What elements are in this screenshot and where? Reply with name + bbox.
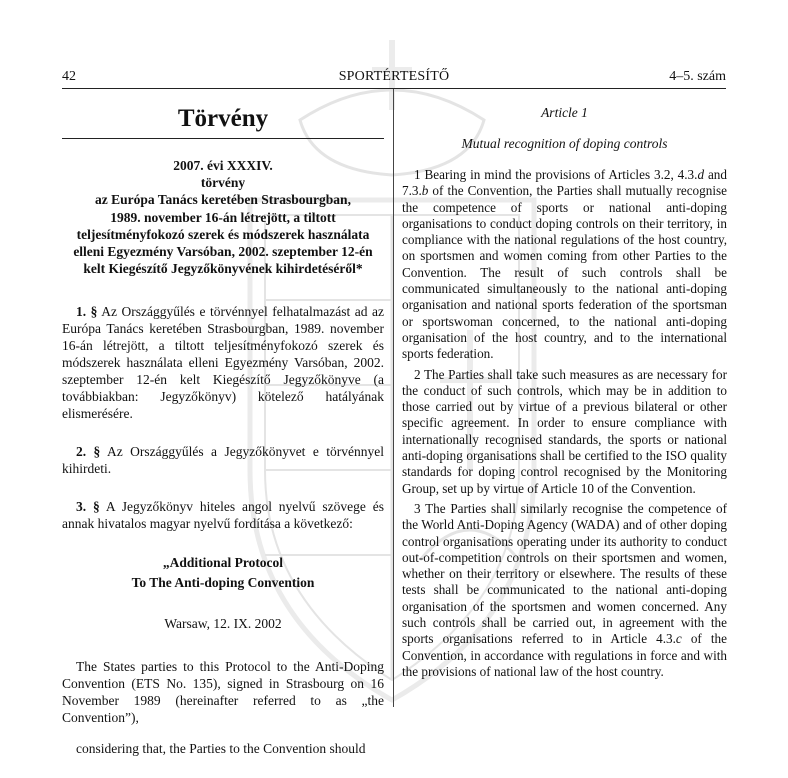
article-paragraph-3 (402, 501, 727, 680)
article-heading: Article 1 (541, 105, 588, 120)
section-number: 2. § (76, 444, 101, 460)
italic-run: b (421, 183, 429, 199)
title-rule (62, 138, 384, 139)
heading-line: törvény (200, 175, 246, 191)
protocol-title-line: To The Anti-doping Convention (131, 575, 315, 591)
text-run: of the Convention, the Parties shall mutually recognise the competence of sports or national anti-doping organisations to conduct doping controls on their territory, in compliance with the national regulations of the host country, on sportsmen and women coming from other Parties to the Convention. The result of such controls shall be communicated simultaneously to the national anti-doping organisation and national sports federation of the sportsman or sportswoman concerned, to the national anti-doping organisation of the host country, and to the international sports federation. (402, 183, 727, 362)
protocol-title-line: „Additional Protocol (162, 555, 284, 571)
text-run: of the Convention, in accordance with regulations in force and with the provisions of national law of the host country. (402, 631, 727, 679)
preamble: The States parties to this Protocol to the Anti-Doping Convention (ETS No. 135), signed in Strasbourg on 16 November 1989 (hereinafter referred to as „the Convention”), (62, 659, 384, 726)
heading-line: kelt Kiegészítő Jegyzőkönyvének kihirdetéséről* (83, 261, 363, 277)
section-2 (62, 443, 384, 477)
heading-line: teljesítményfokozó szerek és módszerek használata (76, 226, 370, 242)
heading-line: 1989. november 16-án létrejött, a tiltott (110, 209, 336, 225)
section-number: 3. § (76, 499, 100, 515)
page-number: 42 (62, 69, 76, 84)
heading-line: az Európa Tanács keretében Strasbourgban, (95, 192, 351, 208)
italic-run: d (697, 167, 705, 182)
journal-title: SPORTÉRTESÍTŐ (338, 69, 450, 84)
section-3 (62, 498, 384, 532)
italic-run: c (675, 631, 682, 647)
issue-number: 4–5. szám (669, 69, 726, 84)
text-run: and 7.3. (402, 167, 727, 199)
heading-line: 2007. évi XXXIV. (173, 158, 273, 173)
heading-line: elleni Egyezmény Varsóban, 2002. szeptember 12-én (73, 244, 373, 260)
section-text: Az Országgyűlés e törvénnyel felhatalmazást ad az Európa Tanács keretében Strasbourgban, 1989. november 16-án létrejött, a tiltott teljesítményfokozó szerek és módszerek használata elleni Egyezmény Varsóban, 2002. szeptember 12-én kelt Kiegészítő Jegyzőkönyve (a továbbiakban: Jegyzőkönyv) kötelező hatályának elismerésére. (62, 304, 384, 422)
right-column (402, 92, 727, 684)
protocol-title (62, 553, 384, 593)
text-run: 3 The Parties shall similarly recognise the competence of the World Anti-Doping Agency (WADA) and of other doping control organisations operating under its authority to conduct out-of-competition controls on their sportsmen and women, whether on their territory or elsewhere. The results of these tests shall be communicated to the national anti-doping organisation of the sportsmen and women concerned. Any such controls shall be carried out, in agreement with the sports organisations referred to in Article 4.3. (402, 500, 727, 647)
section-text: A Jegyzőkönyv hiteles angol nyelvű szövege és annak hivatalos magyar nyelvű fordítása a következő: (62, 499, 385, 532)
section-text: Az Országgyűlés a Jegyzőkönyvet e törvénnyel kihirdeti. (62, 444, 384, 477)
left-column (62, 92, 384, 778)
law-heading (62, 157, 384, 277)
article-title: Mutual recognition of doping controls (461, 136, 668, 151)
preamble-continued: considering that, the Parties to the Convention should (76, 741, 366, 757)
text-run: 1 Bearing in mind the provisions of Articles 3.2, 4.3. (414, 167, 698, 182)
article-paragraph-2: 2 The Parties shall take such measures as are necessary for the conduct of such controls, which may be in addition to those carried out by virtue of a previous bilateral or other specific agreement. In order to ensure compliance with internationally recognised standards, the sports or national anti-doping organisations shall be certified to the ISO quality standards for doping control recognised by the Monitoring Group, set up by virtue of Article 10 of the Convention. (402, 366, 727, 496)
section-number: 1. § (76, 304, 98, 320)
law-title: Törvény (177, 105, 269, 132)
section-1 (62, 303, 384, 422)
article-paragraph-1 (402, 167, 727, 363)
place-date: Warsaw, 12. IX. 2002 (164, 616, 282, 632)
